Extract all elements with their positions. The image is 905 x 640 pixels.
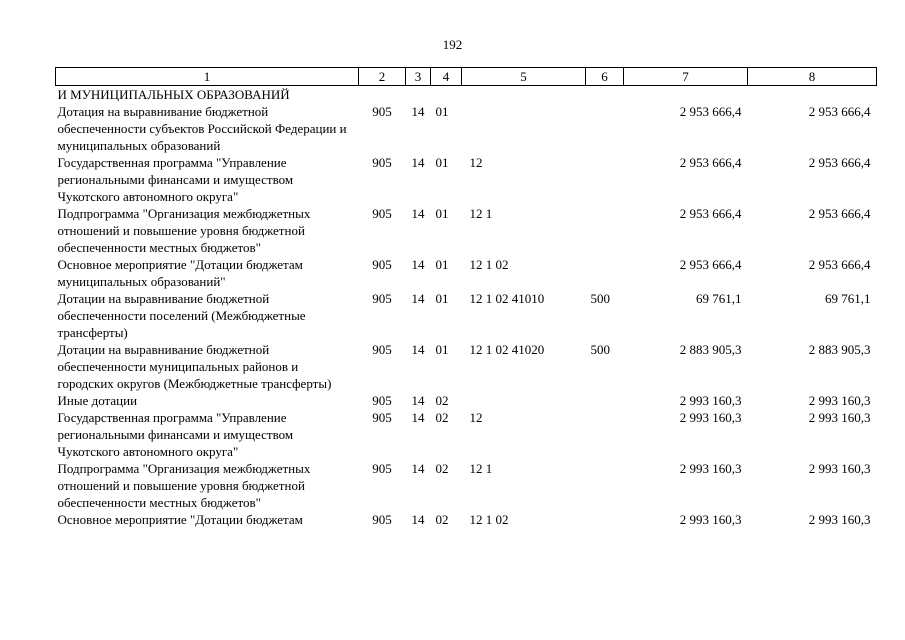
cell-section <box>406 86 431 104</box>
table-row <box>56 256 877 290</box>
row-title: Дотации на выравнивание бюджетной обеспеченности муниципальных районов и городских округов (Межбюджетные трансферты) <box>57 342 332 391</box>
column-header: 4 <box>431 68 462 86</box>
cell-section: 14 <box>411 342 425 357</box>
cell-subsection: 01 <box>435 155 449 170</box>
column-header: 7 <box>624 68 748 86</box>
cell-amount-8: 69 761,1 <box>825 291 871 306</box>
cell-expense-type <box>586 256 624 290</box>
cell-subsection: 01 <box>435 257 449 272</box>
row-title: Основное мероприятие "Дотации бюджетам муниципальных образований" <box>57 257 303 289</box>
table-row <box>56 86 877 104</box>
cell-target-article: 12 1 02 <box>469 512 509 527</box>
cell-ministry: 905 <box>372 257 392 272</box>
cell-amount-8: 2 993 160,3 <box>808 461 871 476</box>
cell-subsection: 01 <box>435 104 449 119</box>
cell-section: 14 <box>411 155 425 170</box>
cell-expense-type <box>586 86 624 104</box>
table-row <box>56 205 877 256</box>
cell-amount-8: 2 883 905,3 <box>808 342 871 357</box>
row-title: Подпрограмма "Организация межбюджетных отношений и повышение уровня бюджетной обеспеченности местных бюджетов" <box>57 461 311 510</box>
column-header: 8 <box>748 68 877 86</box>
column-header: 5 <box>462 68 586 86</box>
cell-section: 14 <box>411 410 425 425</box>
cell-target-article: 12 1 02 41020 <box>469 342 545 357</box>
cell-expense-type <box>586 154 624 205</box>
cell-target-article: 12 <box>469 155 483 170</box>
budget-table <box>55 67 877 528</box>
column-header: 2 <box>359 68 406 86</box>
cell-amount-7: 2 993 160,3 <box>679 512 742 527</box>
cell-ministry: 905 <box>372 512 392 527</box>
cell-ministry: 905 <box>372 291 392 306</box>
page-number: 192 <box>442 37 463 52</box>
cell-ministry: 905 <box>372 342 392 357</box>
cell-amount-8: 2 953 666,4 <box>808 155 871 170</box>
table-row <box>56 409 877 460</box>
column-header: 1 <box>56 68 359 86</box>
row-title: Государственная программа "Управление региональными финансами и имуществом Чукотского автономного округа" <box>57 410 294 459</box>
cell-amount-8: 2 993 160,3 <box>808 512 871 527</box>
cell-section: 14 <box>411 291 425 306</box>
cell-amount-7: 2 993 160,3 <box>679 410 742 425</box>
cell-target-article: 12 1 02 <box>469 257 509 272</box>
cell-target-article <box>462 392 586 409</box>
cell-target-article: 12 1 <box>469 206 493 221</box>
cell-section: 14 <box>411 104 425 119</box>
cell-target-article <box>462 86 586 104</box>
table-row <box>56 290 877 341</box>
cell-expense-type <box>586 511 624 528</box>
cell-target-article: 12 1 <box>469 461 493 476</box>
cell-ministry: 905 <box>372 393 392 408</box>
cell-ministry: 905 <box>372 104 392 119</box>
cell-expense-type: 500 <box>590 291 610 306</box>
table-row <box>56 392 877 409</box>
row-title: Дотация на выравнивание бюджетной обеспеченности субъектов Российской Федерации и муниципальных образований <box>57 104 347 153</box>
cell-amount-7: 2 993 160,3 <box>679 461 742 476</box>
cell-amount-8: 2 993 160,3 <box>808 410 871 425</box>
cell-subsection: 02 <box>435 393 449 408</box>
cell-amount-8 <box>748 86 877 104</box>
table-row <box>56 341 877 392</box>
cell-expense-type <box>586 460 624 511</box>
cell-section: 14 <box>411 206 425 221</box>
cell-target-article <box>462 103 586 154</box>
row-title: Государственная программа "Управление региональными финансами и имуществом Чукотского автономного округа" <box>57 155 294 204</box>
row-title: Дотации на выравнивание бюджетной обеспеченности поселений (Межбюджетные трансферты) <box>57 291 306 340</box>
cell-ministry: 905 <box>372 461 392 476</box>
cell-section: 14 <box>411 461 425 476</box>
cell-subsection: 02 <box>435 410 449 425</box>
column-number-row <box>56 68 877 86</box>
cell-amount-7: 2 953 666,4 <box>679 155 742 170</box>
cell-ministry: 905 <box>372 206 392 221</box>
row-title: Подпрограмма "Организация межбюджетных отношений и повышение уровня бюджетной обеспеченности местных бюджетов" <box>57 206 311 255</box>
cell-target-article: 12 1 02 41010 <box>469 291 545 306</box>
cell-subsection: 01 <box>435 342 449 357</box>
cell-section: 14 <box>411 512 425 527</box>
table-row <box>56 103 877 154</box>
cell-amount-7 <box>624 86 748 104</box>
cell-ministry: 905 <box>372 410 392 425</box>
column-header: 3 <box>406 68 431 86</box>
row-title: Иные дотации <box>57 393 138 408</box>
cell-amount-7: 2 993 160,3 <box>679 393 742 408</box>
cell-amount-8: 2 953 666,4 <box>808 206 871 221</box>
cell-amount-7: 2 953 666,4 <box>679 206 742 221</box>
cell-subsection: 01 <box>435 291 449 306</box>
row-title: И МУНИЦИПАЛЬНЫХ ОБРАЗОВАНИЙ <box>57 87 290 102</box>
cell-section: 14 <box>411 257 425 272</box>
table-row <box>56 460 877 511</box>
cell-expense-type <box>586 103 624 154</box>
cell-ministry <box>359 86 406 104</box>
cell-target-article: 12 <box>469 410 483 425</box>
cell-expense-type: 500 <box>590 342 610 357</box>
cell-amount-7: 69 761,1 <box>696 291 742 306</box>
cell-expense-type <box>586 409 624 460</box>
cell-subsection: 02 <box>435 512 449 527</box>
cell-amount-7: 2 883 905,3 <box>679 342 742 357</box>
cell-section: 14 <box>411 393 425 408</box>
row-title: Основное мероприятие "Дотации бюджетам <box>57 512 303 527</box>
cell-amount-8: 2 993 160,3 <box>808 393 871 408</box>
cell-expense-type <box>586 392 624 409</box>
cell-subsection: 02 <box>435 461 449 476</box>
cell-subsection: 01 <box>435 206 449 221</box>
cell-subsection <box>431 86 462 104</box>
table-row <box>56 511 877 528</box>
cell-amount-8: 2 953 666,4 <box>808 104 871 119</box>
cell-ministry: 905 <box>372 155 392 170</box>
column-header: 6 <box>586 68 624 86</box>
cell-amount-7: 2 953 666,4 <box>679 104 742 119</box>
cell-amount-7: 2 953 666,4 <box>679 257 742 272</box>
cell-expense-type <box>586 205 624 256</box>
table-row <box>56 154 877 205</box>
cell-amount-8: 2 953 666,4 <box>808 257 871 272</box>
